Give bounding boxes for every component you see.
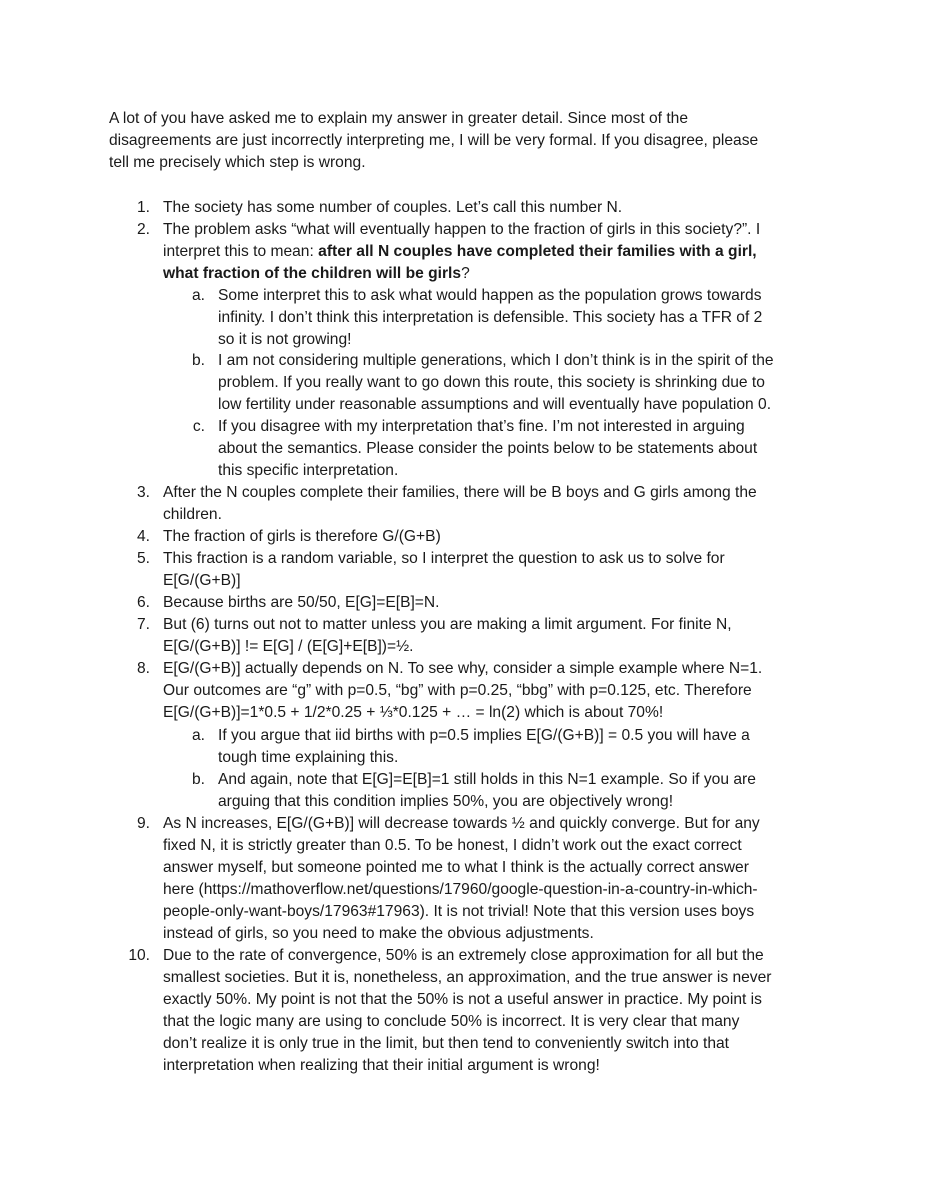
text-line: problem. If you really want to go down this route, this society is shrinking due to [218, 374, 765, 391]
list-item-text [163, 658, 823, 724]
list-item-text [163, 219, 823, 285]
text-line: The problem asks “what will eventually happen to the fraction of girls in this society?”. I [163, 221, 761, 238]
text-run: interpret this to mean: [163, 243, 319, 260]
text-line: But (6) turns out not to matter unless you are making a limit argument. For finite N, [163, 616, 732, 633]
list-item-text [163, 614, 823, 658]
text-line: people-only-want-boys/17963#17963). It is not trivial! Note that this version uses boys [163, 903, 755, 920]
list-number: 4. [136, 528, 150, 545]
text-line [163, 241, 823, 263]
list-number: 7. [136, 616, 150, 633]
text-line: this specific interpretation. [218, 462, 399, 479]
list-number: 3. [136, 484, 150, 501]
text-line: Because births are 50/50, E[G]=E[B]=N. [163, 594, 440, 611]
list-item-text [163, 592, 823, 614]
intro-paragraph [109, 108, 809, 174]
list-item-text [163, 197, 823, 219]
list-letter: a. [191, 727, 205, 744]
list-number: 5. [136, 550, 150, 567]
list-letter: c. [192, 418, 205, 435]
text-line: smallest societies. But it is, nonetheless, an approximation, and the true answer is never [163, 969, 772, 986]
text-line: If you disagree with my interpretation that’s fine. I’m not interested in arguing [218, 418, 745, 435]
list-number: 1. [136, 199, 150, 216]
text-line: that the logic many are using to conclude 50% is incorrect. It is very clear that many [163, 1013, 740, 1030]
text-line: E[G/(G+B)] actually depends on N. To see why, consider a simple example where N=1. [163, 660, 763, 677]
list-item-text [163, 526, 823, 548]
list-item-text [163, 813, 823, 945]
text-line: children. [163, 506, 222, 523]
text-line: tell me precisely which step is wrong. [109, 154, 366, 171]
list-item-text [218, 285, 838, 351]
list-item-text [218, 416, 838, 482]
text-line [163, 263, 823, 285]
list-item-text [218, 725, 838, 769]
list-number: 2. [136, 221, 150, 238]
text-line: arguing that this condition implies 50%, you are objectively wrong! [218, 793, 674, 810]
text-line: If you argue that iid births with p=0.5 implies E[G/(G+B)] = 0.5 you will have a [218, 727, 750, 744]
text-line: As N increases, E[G/(G+B)] will decrease towards ½ and quickly converge. But for any [163, 815, 760, 832]
list-item-text [218, 769, 838, 813]
text-line: interpretation when realizing that their initial argument is wrong! [163, 1057, 600, 1074]
list-item-text [163, 945, 823, 1077]
text-line: low fertility under reasonable assumptions and will eventually have population 0. [218, 396, 772, 413]
bold-interpretation: what fraction of the children will be girls [163, 265, 462, 282]
text-line: Some interpret this to ask what would happen as the population grows towards [218, 287, 762, 304]
list-item-text [163, 548, 823, 592]
text-line: disagreements are just incorrectly interpreting me, I will be very formal. If you disagree, please [109, 132, 759, 149]
text-line: so it is not growing! [218, 331, 352, 348]
text-line: This fraction is a random variable, so I interpret the question to ask us to solve for [163, 550, 725, 567]
text-run: ? [461, 265, 470, 282]
text-line: And again, note that E[G]=E[B]=1 still holds in this N=1 example. So if you are [218, 771, 756, 788]
text-line: E[G/(G+B)] != E[G] / (E[G]+E[B])=½. [163, 638, 414, 655]
list-item-text [163, 482, 823, 526]
list-number: 9. [136, 815, 150, 832]
list-letter: b. [191, 771, 205, 788]
list-number: 10. [128, 947, 150, 964]
bold-interpretation: after all N couples have completed their families with a girl, [318, 243, 757, 260]
text-line: don’t realize it is only true in the limit, but then tend to conveniently switch into that [163, 1035, 730, 1052]
text-line: instead of girls, so you need to make the obvious adjustments. [163, 925, 594, 942]
text-line: about the semantics. Please consider the points below to be statements about [218, 440, 758, 457]
list-letter: b. [191, 352, 205, 369]
text-line: tough time explaining this. [218, 749, 399, 766]
list-number: 8. [136, 660, 150, 677]
list-letter: a. [191, 287, 205, 304]
text-line: answer myself, but someone pointed me to what I think is the actually correct answer [163, 859, 749, 876]
text-line: After the N couples complete their families, there will be B boys and G girls among the [163, 484, 757, 501]
text-line: Due to the rate of convergence, 50% is an extremely close approximation for all but the [163, 947, 764, 964]
text-line: fixed N, it is strictly greater than 0.5. To be honest, I didn’t work out the exact correct [163, 837, 742, 854]
text-line: The society has some number of couples. Let’s call this number N. [163, 199, 623, 216]
text-line: I am not considering multiple generations, which I don’t think is in the spirit of the [218, 352, 774, 369]
text-line: Our outcomes are “g” with p=0.5, “bg” with p=0.25, “bbg” with p=0.125, etc. Therefore [163, 682, 752, 699]
text-line: here (https://mathoverflow.net/questions/17960/google-question-in-a-country-in-which- [163, 881, 758, 898]
text-line: A lot of you have asked me to explain my answer in greater detail. Since most of the [109, 110, 689, 127]
text-line: E[G/(G+B)] [163, 572, 241, 589]
text-line: The fraction of girls is therefore G/(G+B) [163, 528, 441, 545]
list-number: 6. [136, 594, 150, 611]
text-line: E[G/(G+B)]=1*0.5 + 1/2*0.25 + ⅓*0.125 + … = ln(2) which is about 70%! [163, 704, 664, 721]
list-item-text [218, 350, 838, 416]
text-line: infinity. I don’t think this interpretation is defensible. This society has a TFR of 2 [218, 309, 763, 326]
text-line: exactly 50%. My point is not that the 50% is not a useful answer in practice. My point is [163, 991, 762, 1008]
